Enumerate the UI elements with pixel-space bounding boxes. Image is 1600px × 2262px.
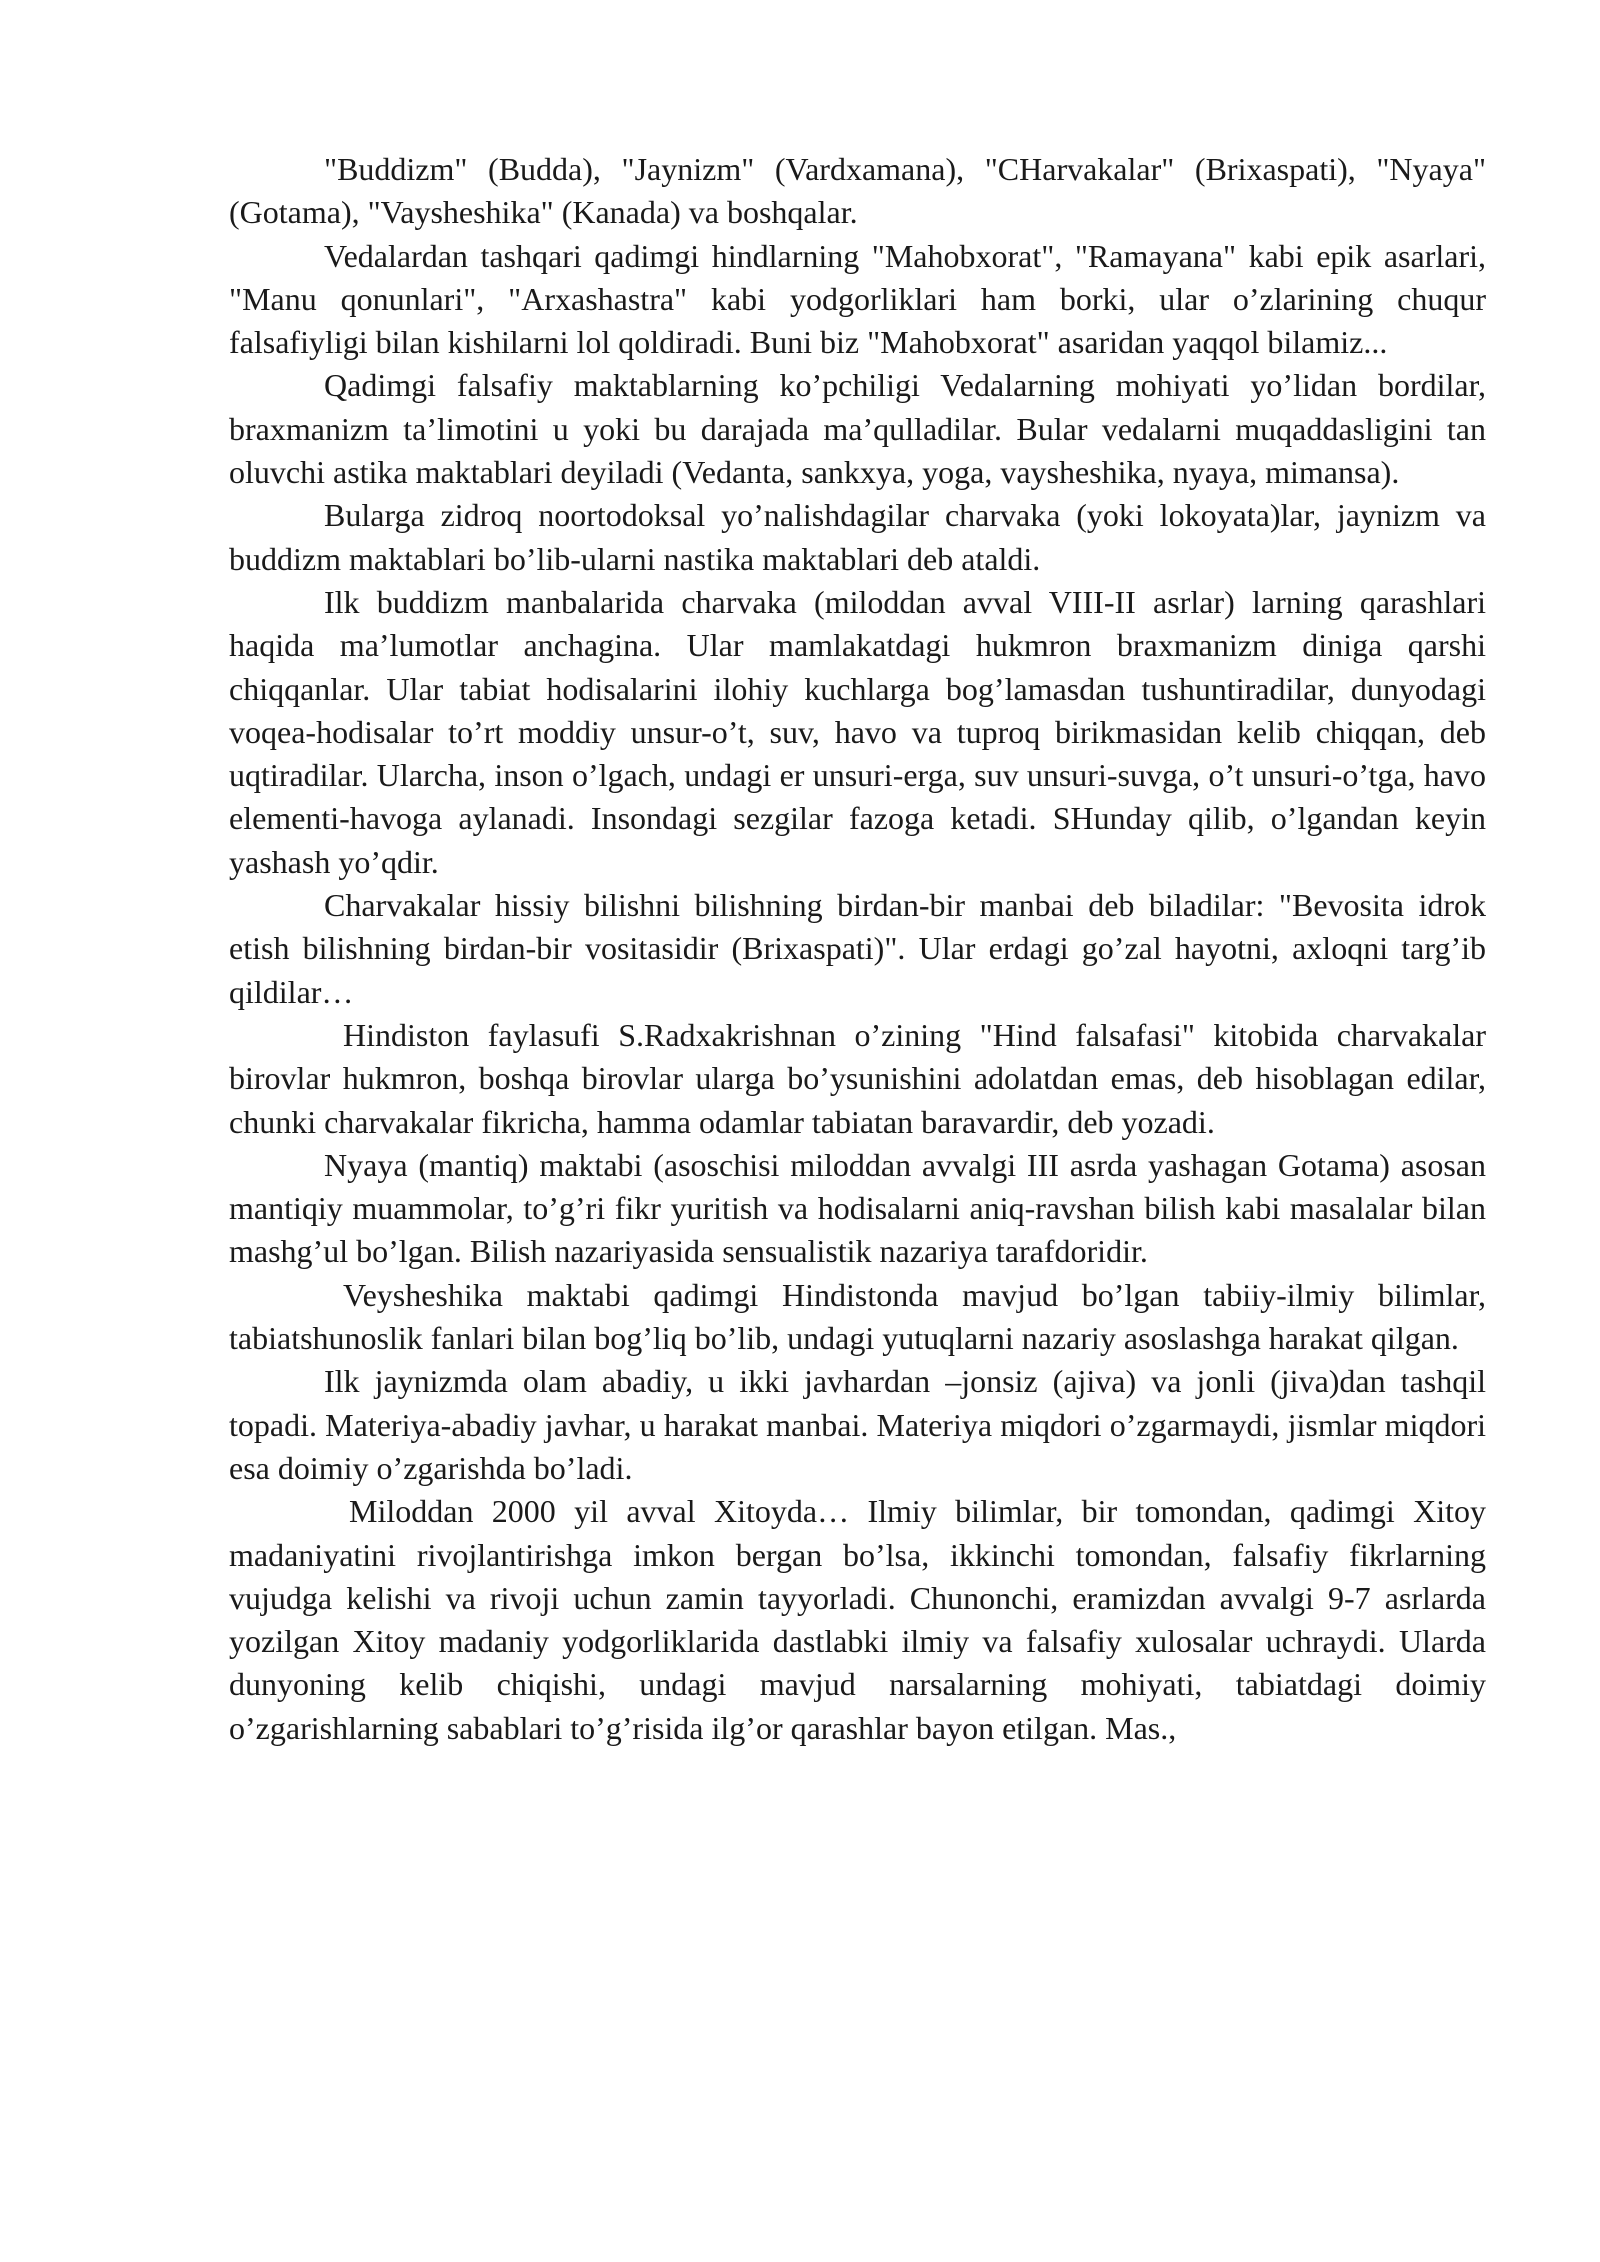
paragraph-9: Veysheshika maktabi qadimgi Hindistonda mavjud bo’lgan tabiiy-ilmiy bilimlar, tabiatshunoslik fanlari bilan bog’liq bo’lib, undagi yutuqlarni nazariy asoslashga harakat qilgan. — [229, 1276, 1486, 1357]
paragraph-2: Vedalardan tashqari qadimgi hindlarning "Mahobxorat", "Ramayana" kabi epik asarlari, "Manu qonunlari", "Arxashastra" kabi yodgorliklari ham borki, ular o’zlarining chuqur falsafiyligi bilan kishilarni lol qoldiradi. Buni biz "Mahobxorat" asaridan yaqqol bilamiz... — [229, 237, 1486, 361]
paragraph-7: Hindiston faylasufi S.Radxakrishnan o’zining "Hind falsafasi" kitobida charvakalar birovlar hukmron, boshqa birovlar ularga bo’ysunishini adolatdan emas, deb hisoblagan edilar, chunki charvakalar fikricha, hamma odamlar tabiatan baravardir, deb yozadi. — [229, 1016, 1486, 1140]
paragraph-4: Bularga zidroq noortodoksal yo’nalishdagilar charvaka (yoki lokoyata)lar, jaynizm va buddizm maktablari bo’lib-ularni nastika maktablari deb ataldi. — [229, 497, 1486, 577]
paragraph-11: Miloddan 2000 yil avval Xitoyda… Ilmiy bilimlar, bir tomondan, qadimgi Xitoy madaniyatini rivojlantirishga imkon bergan bo’lsa, ikkinchi tomondan, falsafiy fikrlarning vujudga kelishi va rivoji uchun zamin tayyorladi. Chunonchi, eramizdan avvalgi 9-7 asrlarda yozilgan Xitoy madaniy yodgorliklarida dastlabki ilmiy va falsafiy xulosalar uchraydi. Ularda dunyoning kelib chiqishi, undagi mavjud narsalarning mohiyati, tabiatdagi doimiy o’zgarishlarning sabablari to’g’risida ilg’or qarashlar bayon etilgan. Mas., — [229, 1493, 1486, 1746]
paragraph-5: Ilk buddizm manbalarida charvaka (miloddan avval VIII-II asrlar) larning qarashlari haqida ma’lumotlar anchagina. Ular mamlakatdagi hukmron braxmanizm diniga qarshi chiqqanlar. Ular tabiat hodisalarini ilohiy kuchlarga bog’lamasdan tushuntiradilar, dunyodagi voqea-hodisalar to’rt moddiy unsur-o’t, suv, havo va tuproq birikmasidan kelib chiqqan, deb uqtiradilar. Ularcha, inson o’lgach, undagi er unsuri-erga, suv unsuri-suvga, o’t unsuri-o’tga, havo elementi-havoga aylanadi. Insondagi sezgilar fazoga ketadi. SHunday qilib, o’lgandan keyin yashash yo’qdir. — [229, 583, 1486, 880]
paragraph-6: Charvakalar hissiy bilishni bilishning birdan-bir manbai deb biladilar: "Bevosita idrok etish bilishning birdan-bir vositasidir (Brixaspati)". Ular erdagi go’zal hayotni, axloqni targ’ib qildilar… — [229, 887, 1486, 1010]
paragraph-3: Qadimgi falsafiy maktablarning ko’pchiligi Vedalarning mohiyati yo’lidan bordilar, braxmanizm ta’limotini u yoki bu darajada ma’qulladilar. Bular vedalarni muqaddasligini tan oluvchi astika maktablari deyiladi (Vedanta, sankxya, yoga, vaysheshika, nyaya, mimansa). — [229, 367, 1486, 491]
paragraph-1: "Buddizm" (Budda), "Jaynizm" (Vardxamana), "CHarvakalar" (Brixaspati), "Nyaya" (Gotama), "Vaysheshika" (Kanada) va boshqalar. — [229, 151, 1486, 231]
paragraph-10: Ilk jaynizmda olam abadiy, u ikki javhardan –jonsiz (ajiva) va jonli (jiva)dan tashqil topadi. Materiya-abadiy javhar, u harakat manbai. Materiya miqdori o’zgarmaydi, jismlar miqdori esa doimiy o’zgarishda bo’ladi. — [229, 1363, 1486, 1486]
paragraph-8: Nyaya (mantiq) maktabi (asoschisi miloddan avvalgi III asrda yashagan Gotama) asosan mantiqiy muammolar, to’g’ri fikr yuritish va hodisalarni aniq-ravshan bilish kabi masalalar bilan mashg’ul bo’lgan. Bilish nazariyasida sensualistik nazariya tarafdoridir. — [229, 1146, 1486, 1270]
document-page — [229, 148, 1486, 1750]
